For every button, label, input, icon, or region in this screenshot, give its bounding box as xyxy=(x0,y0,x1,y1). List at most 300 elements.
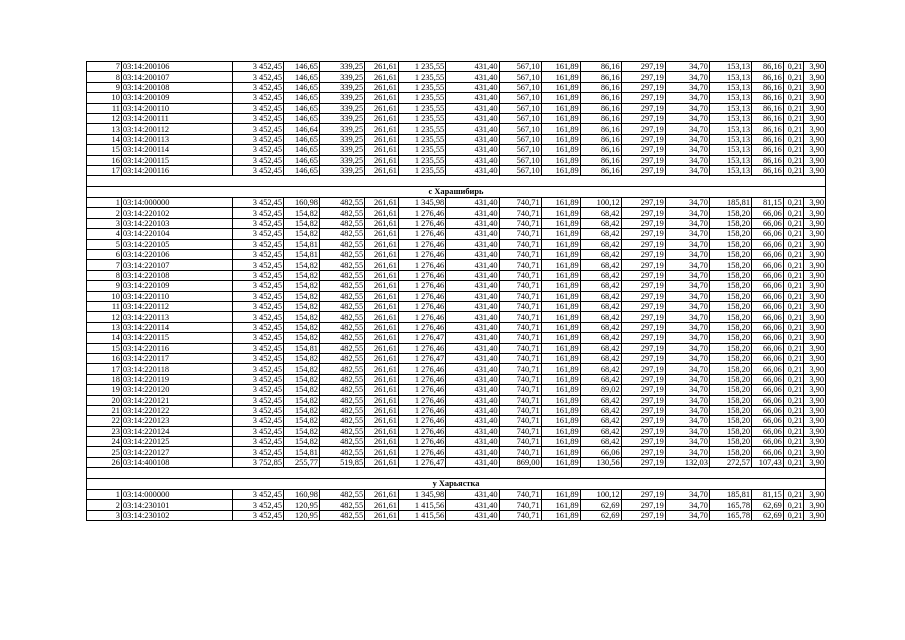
cadastral-code: 03:14:220122 xyxy=(121,405,232,415)
value-cell: 158,20 xyxy=(709,343,751,353)
row-number: 15 xyxy=(87,145,122,155)
value-cell: 261,61 xyxy=(365,155,399,165)
value-cell: 146,65 xyxy=(284,82,320,92)
value-cell: 161,89 xyxy=(541,72,580,82)
value-cell: 3 752,85 xyxy=(232,457,283,467)
cadastral-code: 03:14:220127 xyxy=(121,447,232,457)
value-cell: 567,10 xyxy=(499,72,541,82)
value-cell: 154,82 xyxy=(284,229,320,239)
value-cell: 482,55 xyxy=(319,364,364,374)
row-number: 24 xyxy=(87,437,122,447)
value-cell: 3,90 xyxy=(804,93,826,103)
table-row xyxy=(87,416,826,426)
value-cell: 3,90 xyxy=(804,239,826,249)
value-cell: 66,06 xyxy=(752,218,784,228)
table-row xyxy=(87,490,826,500)
value-cell: 161,89 xyxy=(541,93,580,103)
value-cell: 66,06 xyxy=(752,405,784,415)
cadastral-code: 03:14:220125 xyxy=(121,437,232,447)
value-cell: 1 276,46 xyxy=(398,229,445,239)
value-cell: 161,89 xyxy=(541,145,580,155)
value-cell: 34,70 xyxy=(665,103,709,113)
value-cell: 34,70 xyxy=(665,62,709,72)
value-cell: 62,69 xyxy=(580,500,621,510)
value-cell: 740,71 xyxy=(499,437,541,447)
value-cell: 297,19 xyxy=(621,124,665,134)
value-cell: 3 452,45 xyxy=(232,312,283,322)
value-cell: 567,10 xyxy=(499,103,541,113)
value-cell: 297,19 xyxy=(621,374,665,384)
value-cell: 158,20 xyxy=(709,291,751,301)
value-cell: 297,19 xyxy=(621,343,665,353)
value-cell: 86,16 xyxy=(752,145,784,155)
value-cell: 1 415,56 xyxy=(398,510,445,520)
value-cell: 0,21 xyxy=(783,416,804,426)
value-cell: 297,19 xyxy=(621,500,665,510)
value-cell: 161,89 xyxy=(541,113,580,123)
value-cell: 3 452,45 xyxy=(232,72,283,82)
value-cell: 3 452,45 xyxy=(232,134,283,144)
value-cell: 3 452,45 xyxy=(232,270,283,280)
value-cell: 1 235,55 xyxy=(398,72,445,82)
value-cell: 261,61 xyxy=(365,353,399,363)
value-cell: 3,90 xyxy=(804,426,826,436)
row-number: 7 xyxy=(87,260,122,270)
value-cell: 0,21 xyxy=(783,145,804,155)
value-cell: 66,06 xyxy=(580,447,621,457)
value-cell: 86,16 xyxy=(580,124,621,134)
row-number: 21 xyxy=(87,405,122,415)
value-cell: 431,40 xyxy=(446,416,499,426)
cadastral-code: 03:14:200108 xyxy=(121,82,232,92)
value-cell: 3 452,45 xyxy=(232,145,283,155)
value-cell: 297,19 xyxy=(621,134,665,144)
value-cell: 339,25 xyxy=(319,165,364,175)
value-cell: 1 276,46 xyxy=(398,437,445,447)
value-cell: 68,42 xyxy=(580,405,621,415)
value-cell: 740,71 xyxy=(499,250,541,260)
value-cell: 482,55 xyxy=(319,353,364,363)
value-cell: 161,89 xyxy=(541,291,580,301)
value-cell: 482,55 xyxy=(319,405,364,415)
value-cell: 297,19 xyxy=(621,113,665,123)
value-cell: 0,21 xyxy=(783,500,804,510)
value-cell: 1 276,47 xyxy=(398,353,445,363)
value-cell: 261,61 xyxy=(365,333,399,343)
value-cell: 431,40 xyxy=(446,510,499,520)
table-row xyxy=(87,155,826,165)
value-cell: 1 276,46 xyxy=(398,426,445,436)
row-number: 26 xyxy=(87,457,122,467)
value-cell: 66,06 xyxy=(752,301,784,311)
value-cell: 0,21 xyxy=(783,93,804,103)
value-cell: 1 276,46 xyxy=(398,218,445,228)
row-number: 14 xyxy=(87,333,122,343)
value-cell: 68,42 xyxy=(580,301,621,311)
value-cell: 3,90 xyxy=(804,322,826,332)
value-cell: 3 452,45 xyxy=(232,103,283,113)
row-number: 11 xyxy=(87,301,122,311)
section-header-row xyxy=(87,478,826,489)
value-cell: 431,40 xyxy=(446,218,499,228)
value-cell: 68,42 xyxy=(580,312,621,322)
value-cell: 431,40 xyxy=(446,198,499,208)
value-cell: 66,06 xyxy=(752,353,784,363)
table-row xyxy=(87,301,826,311)
value-cell: 482,55 xyxy=(319,395,364,405)
value-cell: 165,78 xyxy=(709,500,751,510)
value-cell: 3,90 xyxy=(804,124,826,134)
value-cell: 160,98 xyxy=(284,490,320,500)
value-cell: 1 235,55 xyxy=(398,93,445,103)
value-cell: 34,70 xyxy=(665,165,709,175)
table-row xyxy=(87,447,826,457)
value-cell: 100,12 xyxy=(580,490,621,500)
value-cell: 3 452,45 xyxy=(232,250,283,260)
table-row xyxy=(87,510,826,520)
row-number: 17 xyxy=(87,364,122,374)
value-cell: 482,55 xyxy=(319,270,364,280)
value-cell: 297,19 xyxy=(621,291,665,301)
cadastral-code: 03:14:220115 xyxy=(121,333,232,343)
value-cell: 34,70 xyxy=(665,281,709,291)
value-cell: 0,21 xyxy=(783,353,804,363)
value-cell: 153,13 xyxy=(709,165,751,175)
value-cell: 158,20 xyxy=(709,416,751,426)
value-cell: 153,13 xyxy=(709,82,751,92)
value-cell: 161,89 xyxy=(541,301,580,311)
value-cell: 86,16 xyxy=(752,62,784,72)
table-row xyxy=(87,353,826,363)
value-cell: 297,19 xyxy=(621,165,665,175)
value-cell: 0,21 xyxy=(783,218,804,228)
value-cell: 86,16 xyxy=(752,155,784,165)
value-cell: 3 452,45 xyxy=(232,385,283,395)
value-cell: 0,21 xyxy=(783,72,804,82)
value-cell: 740,71 xyxy=(499,260,541,270)
value-cell: 567,10 xyxy=(499,145,541,155)
cadastral-code: 03:14:220116 xyxy=(121,343,232,353)
value-cell: 34,70 xyxy=(665,145,709,155)
value-cell: 34,70 xyxy=(665,208,709,218)
value-cell: 740,71 xyxy=(499,301,541,311)
value-cell: 740,71 xyxy=(499,426,541,436)
value-cell: 0,21 xyxy=(783,103,804,113)
value-cell: 740,71 xyxy=(499,312,541,322)
value-cell: 86,16 xyxy=(580,72,621,82)
value-cell: 154,82 xyxy=(284,395,320,405)
row-number: 12 xyxy=(87,113,122,123)
value-cell: 68,42 xyxy=(580,395,621,405)
value-cell: 66,06 xyxy=(752,437,784,447)
value-cell: 154,82 xyxy=(284,353,320,363)
value-cell: 3,90 xyxy=(804,405,826,415)
value-cell: 1 276,46 xyxy=(398,260,445,270)
value-cell: 161,89 xyxy=(541,103,580,113)
row-number: 2 xyxy=(87,500,122,510)
value-cell: 0,21 xyxy=(783,437,804,447)
value-cell: 3 452,45 xyxy=(232,374,283,384)
row-number: 2 xyxy=(87,208,122,218)
row-number: 23 xyxy=(87,426,122,436)
row-number: 16 xyxy=(87,155,122,165)
value-cell: 66,06 xyxy=(752,250,784,260)
table-row xyxy=(87,260,826,270)
value-cell: 1 276,46 xyxy=(398,364,445,374)
value-cell: 185,81 xyxy=(709,490,751,500)
value-cell: 431,40 xyxy=(446,457,499,467)
value-cell: 297,19 xyxy=(621,333,665,343)
value-cell: 482,55 xyxy=(319,239,364,249)
value-cell: 68,42 xyxy=(580,239,621,249)
value-cell: 0,21 xyxy=(783,426,804,436)
value-cell: 3,90 xyxy=(804,385,826,395)
value-cell: 153,13 xyxy=(709,124,751,134)
value-cell: 0,21 xyxy=(783,198,804,208)
value-cell: 3,90 xyxy=(804,364,826,374)
value-cell: 261,61 xyxy=(365,374,399,384)
value-cell: 34,70 xyxy=(665,426,709,436)
value-cell: 0,21 xyxy=(783,82,804,92)
section-title: с Харашибирь xyxy=(87,186,826,197)
value-cell: 740,71 xyxy=(499,239,541,249)
value-cell: 86,16 xyxy=(580,145,621,155)
table-row xyxy=(87,134,826,144)
cadastral-code: 03:14:200106 xyxy=(121,62,232,72)
value-cell: 1 276,46 xyxy=(398,270,445,280)
value-cell: 154,82 xyxy=(284,364,320,374)
value-cell: 154,82 xyxy=(284,260,320,270)
value-cell: 3,90 xyxy=(804,416,826,426)
value-cell: 66,06 xyxy=(752,322,784,332)
value-cell: 0,21 xyxy=(783,343,804,353)
value-cell: 34,70 xyxy=(665,113,709,123)
value-cell: 68,42 xyxy=(580,333,621,343)
cadastral-code: 03:14:220104 xyxy=(121,229,232,239)
value-cell: 3,90 xyxy=(804,270,826,280)
value-cell: 3 452,45 xyxy=(232,426,283,436)
value-cell: 146,65 xyxy=(284,165,320,175)
value-cell: 153,13 xyxy=(709,62,751,72)
value-cell: 153,13 xyxy=(709,103,751,113)
value-cell: 431,40 xyxy=(446,322,499,332)
value-cell: 158,20 xyxy=(709,353,751,363)
value-cell: 740,71 xyxy=(499,198,541,208)
table-row xyxy=(87,374,826,384)
value-cell: 34,70 xyxy=(665,270,709,280)
value-cell: 431,40 xyxy=(446,385,499,395)
value-cell: 3,90 xyxy=(804,260,826,270)
value-cell: 482,55 xyxy=(319,385,364,395)
row-number: 9 xyxy=(87,82,122,92)
row-number: 12 xyxy=(87,312,122,322)
value-cell: 3,90 xyxy=(804,437,826,447)
value-cell: 3,90 xyxy=(804,333,826,343)
row-number: 14 xyxy=(87,134,122,144)
value-cell: 297,19 xyxy=(621,250,665,260)
value-cell: 431,40 xyxy=(446,134,499,144)
value-cell: 158,20 xyxy=(709,333,751,343)
value-cell: 261,61 xyxy=(365,500,399,510)
value-cell: 3 452,45 xyxy=(232,82,283,92)
value-cell: 68,42 xyxy=(580,364,621,374)
value-cell: 86,16 xyxy=(580,134,621,144)
value-cell: 482,55 xyxy=(319,437,364,447)
value-cell: 34,70 xyxy=(665,510,709,520)
value-cell: 0,21 xyxy=(783,374,804,384)
value-cell: 482,55 xyxy=(319,208,364,218)
value-cell: 3 452,45 xyxy=(232,353,283,363)
value-cell: 1 276,46 xyxy=(398,312,445,322)
value-cell: 68,42 xyxy=(580,416,621,426)
value-cell: 3 452,45 xyxy=(232,405,283,415)
value-cell: 146,65 xyxy=(284,93,320,103)
value-cell: 161,89 xyxy=(541,500,580,510)
value-cell: 3 452,45 xyxy=(232,301,283,311)
value-cell: 740,71 xyxy=(499,291,541,301)
value-cell: 86,16 xyxy=(752,103,784,113)
value-cell: 339,25 xyxy=(319,134,364,144)
value-cell: 34,70 xyxy=(665,333,709,343)
value-cell: 261,61 xyxy=(365,301,399,311)
value-cell: 3,90 xyxy=(804,312,826,322)
value-cell: 68,42 xyxy=(580,260,621,270)
value-cell: 1 235,55 xyxy=(398,103,445,113)
row-number: 4 xyxy=(87,229,122,239)
value-cell: 740,71 xyxy=(499,416,541,426)
value-cell: 519,85 xyxy=(319,457,364,467)
value-cell: 261,61 xyxy=(365,260,399,270)
value-cell: 86,16 xyxy=(752,72,784,82)
value-cell: 0,21 xyxy=(783,457,804,467)
value-cell: 0,21 xyxy=(783,113,804,123)
value-cell: 431,40 xyxy=(446,62,499,72)
cadastral-code: 03:14:000000 xyxy=(121,490,232,500)
value-cell: 482,55 xyxy=(319,218,364,228)
value-cell: 431,40 xyxy=(446,447,499,457)
value-cell: 3 452,45 xyxy=(232,437,283,447)
value-cell: 3,90 xyxy=(804,374,826,384)
value-cell: 161,89 xyxy=(541,405,580,415)
value-cell: 297,19 xyxy=(621,229,665,239)
value-cell: 261,61 xyxy=(365,145,399,155)
value-cell: 0,21 xyxy=(783,447,804,457)
table-row xyxy=(87,333,826,343)
value-cell: 158,20 xyxy=(709,374,751,384)
value-cell: 161,89 xyxy=(541,270,580,280)
value-cell: 0,21 xyxy=(783,134,804,144)
value-cell: 482,55 xyxy=(319,500,364,510)
value-cell: 261,61 xyxy=(365,343,399,353)
value-cell: 153,13 xyxy=(709,113,751,123)
value-cell: 0,21 xyxy=(783,239,804,249)
value-cell: 0,21 xyxy=(783,124,804,134)
value-cell: 161,89 xyxy=(541,239,580,249)
cadastral-code: 03:14:400108 xyxy=(121,457,232,467)
value-cell: 3,90 xyxy=(804,343,826,353)
value-cell: 3,90 xyxy=(804,113,826,123)
value-cell: 261,61 xyxy=(365,208,399,218)
value-cell: 34,70 xyxy=(665,250,709,260)
value-cell: 161,89 xyxy=(541,457,580,467)
row-number: 3 xyxy=(87,510,122,520)
value-cell: 431,40 xyxy=(446,260,499,270)
value-cell: 0,21 xyxy=(783,155,804,165)
value-cell: 482,55 xyxy=(319,374,364,384)
value-cell: 740,71 xyxy=(499,353,541,363)
value-cell: 261,61 xyxy=(365,250,399,260)
value-cell: 297,19 xyxy=(621,260,665,270)
value-cell: 34,70 xyxy=(665,353,709,363)
value-cell: 0,21 xyxy=(783,291,804,301)
value-cell: 297,19 xyxy=(621,437,665,447)
table-row xyxy=(87,322,826,332)
value-cell: 482,55 xyxy=(319,260,364,270)
value-cell: 34,70 xyxy=(665,72,709,82)
value-cell: 740,71 xyxy=(499,270,541,280)
table-row xyxy=(87,291,826,301)
value-cell: 34,70 xyxy=(665,343,709,353)
value-cell: 161,89 xyxy=(541,353,580,363)
value-cell: 158,20 xyxy=(709,385,751,395)
value-cell: 1 276,46 xyxy=(398,322,445,332)
row-number: 20 xyxy=(87,395,122,405)
row-number: 6 xyxy=(87,250,122,260)
value-cell: 255,77 xyxy=(284,457,320,467)
row-number: 5 xyxy=(87,239,122,249)
value-cell: 3 452,45 xyxy=(232,322,283,332)
value-cell: 339,25 xyxy=(319,82,364,92)
cadastral-code: 03:14:200109 xyxy=(121,93,232,103)
value-cell: 81,15 xyxy=(752,490,784,500)
value-cell: 1 276,46 xyxy=(398,385,445,395)
value-cell: 34,70 xyxy=(665,395,709,405)
value-cell: 161,89 xyxy=(541,208,580,218)
row-number: 7 xyxy=(87,62,122,72)
value-cell: 153,13 xyxy=(709,134,751,144)
value-cell: 297,19 xyxy=(621,364,665,374)
row-number: 17 xyxy=(87,165,122,175)
value-cell: 261,61 xyxy=(365,312,399,322)
value-cell: 66,06 xyxy=(752,239,784,249)
table-row xyxy=(87,165,826,175)
value-cell: 431,40 xyxy=(446,239,499,249)
row-number: 18 xyxy=(87,374,122,384)
value-cell: 86,16 xyxy=(752,124,784,134)
value-cell: 261,61 xyxy=(365,364,399,374)
value-cell: 3 452,45 xyxy=(232,229,283,239)
value-cell: 34,70 xyxy=(665,239,709,249)
value-cell: 34,70 xyxy=(665,416,709,426)
value-cell: 740,71 xyxy=(499,208,541,218)
table-row xyxy=(87,437,826,447)
table-row xyxy=(87,82,826,92)
value-cell: 154,81 xyxy=(284,447,320,457)
value-cell: 297,19 xyxy=(621,301,665,311)
cadastral-code: 03:14:220106 xyxy=(121,250,232,260)
value-cell: 154,81 xyxy=(284,343,320,353)
value-cell: 431,40 xyxy=(446,353,499,363)
value-cell: 431,40 xyxy=(446,93,499,103)
value-cell: 3 452,45 xyxy=(232,113,283,123)
value-cell: 3,90 xyxy=(804,165,826,175)
cadastral-code: 03:14:220103 xyxy=(121,218,232,228)
value-cell: 261,61 xyxy=(365,426,399,436)
value-cell: 34,70 xyxy=(665,447,709,457)
value-cell: 158,20 xyxy=(709,281,751,291)
value-cell: 431,40 xyxy=(446,229,499,239)
value-cell: 86,16 xyxy=(752,93,784,103)
